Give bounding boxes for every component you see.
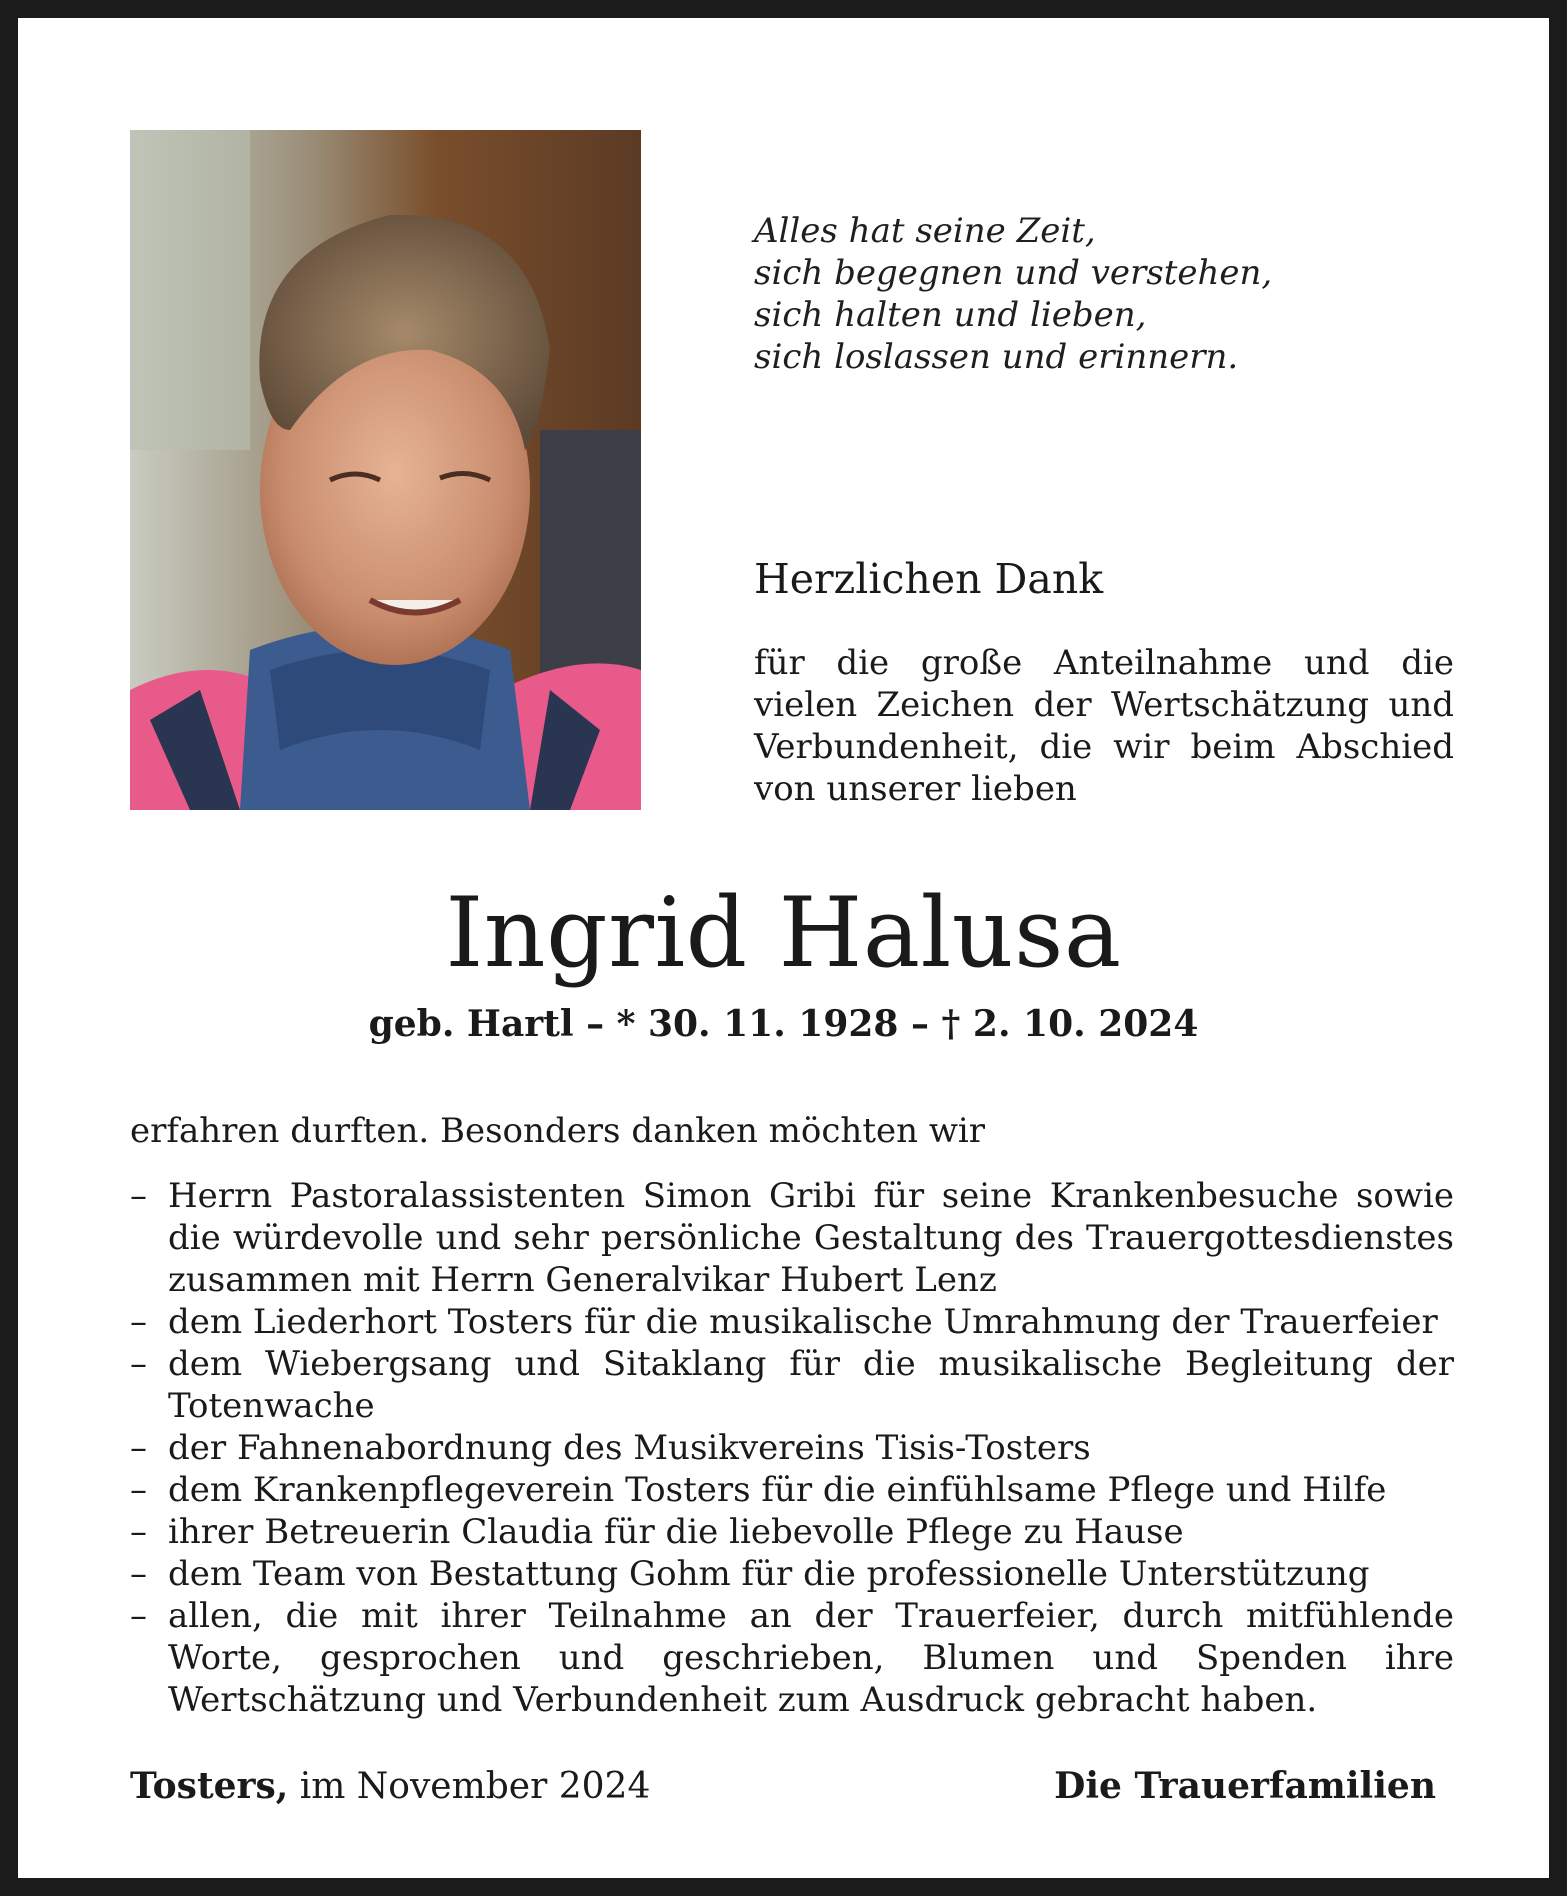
dash-bullet: – [130, 1470, 147, 1510]
poem-line: sich loslassen und erinnern. [754, 337, 1239, 377]
dash-bullet: – [130, 1344, 147, 1384]
poem-line: sich begegnen und verstehen, [754, 253, 1273, 293]
obituary-page [18, 18, 1549, 1878]
list-item-text: ihrer Betreuerin Claudia für die liebevolle Pflege zu Hause [168, 1512, 1184, 1552]
list-item-text: Herrn Pastoralassistenten Simon Gribi für seine Krankenbesuche sowie die würdevolle und sehr persönliche Gestaltung des Trauergottesdienstes zusammen mit Herrn Generalvikar Hubert Lenz [168, 1176, 1454, 1300]
dash-bullet: – [130, 1554, 147, 1594]
dash-bullet: – [130, 1302, 147, 1342]
place-date [130, 1764, 650, 1809]
thanks-line: von unserer lieben [754, 769, 1077, 809]
list-item-text: dem Wiebergsang und Sitaklang für die musikalische Begleitung der Totenwache [168, 1344, 1454, 1426]
dash-bullet: – [130, 1596, 147, 1636]
list-item [130, 1175, 1454, 1301]
deceased-name: Ingrid Halusa [445, 877, 1122, 989]
intro-text: erfahren durften. Besonders danken möchten wir [130, 1111, 986, 1151]
list-item [130, 1469, 1454, 1511]
dash-bullet: – [130, 1428, 147, 1468]
thanks-text [754, 642, 1454, 810]
list-item [130, 1595, 1454, 1721]
thanks-heading: Herzlichen Dank [754, 555, 1104, 603]
thanks-list [130, 1175, 1454, 1721]
dash-bullet: – [130, 1512, 147, 1552]
date-text: im November 2024 [288, 1766, 651, 1807]
thanks-line: für die große Anteilnahme und die [754, 643, 1454, 683]
list-item [130, 1427, 1454, 1469]
list-item-text: dem Krankenpflegeverein Tosters für die einfühlsame Pflege und Hilfe [168, 1470, 1387, 1510]
poem-line: sich halten und lieben, [754, 295, 1147, 335]
thanks-line: vielen Zeichen der Wertschätzung und [754, 685, 1454, 725]
list-item [130, 1301, 1454, 1343]
list-item [130, 1511, 1454, 1553]
place-name: Tosters, [130, 1765, 289, 1807]
thanks-line: Verbundenheit, die wir beim Abschied [754, 727, 1454, 767]
poem [754, 210, 1454, 378]
list-item [130, 1343, 1454, 1427]
list-item-text: der Fahnenabordnung des Musikvereins Tisis-Tosters [168, 1428, 1091, 1468]
list-item-text: dem Team von Bestattung Gohm für die professionelle Unterstützung [168, 1554, 1370, 1594]
portrait-photo [130, 130, 641, 810]
poem-line: Alles hat seine Zeit, [754, 211, 1096, 251]
list-item [130, 1553, 1454, 1595]
deceased-dates: geb. Hartl – * 30. 11. 1928 – † 2. 10. 2024 [368, 1003, 1199, 1045]
dash-bullet: – [130, 1176, 147, 1216]
list-item-text: dem Liederhort Tosters für die musikalische Umrahmung der Trauerfeier [168, 1302, 1438, 1342]
list-item-text: allen, die mit ihrer Teilnahme an der Trauerfeier, durch mitfühlende Worte, gesprochen und geschrieben, Blumen und Spenden ihre Wertschätzung und Verbundenheit zum Ausdruck gebracht haben. [168, 1596, 1454, 1720]
portrait-image [130, 130, 641, 810]
signature: Die Trauerfamilien [1054, 1765, 1436, 1807]
